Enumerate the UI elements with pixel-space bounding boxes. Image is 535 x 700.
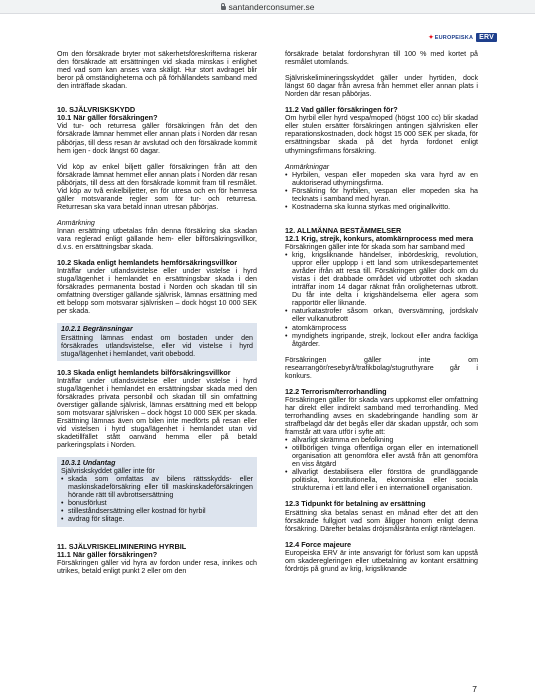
section-10-2-paragraph: Inträffar under utlandsvistelse eller under vistelse i hyrd stuga/lägenhet i hemlandet en ersättningsbar skada i den försäkrades permanenta bostad i Norden och skadan till sin omfattning överstiger gällande självrisk, lämnas ersättning med ett belopp som motsvarar självrisken – dock högst 10 000 SEK per skada. — [57, 267, 257, 316]
list-item: • avdrag för slitage. — [61, 515, 253, 523]
section-12-4-title: 12.4 Force majeure — [285, 539, 352, 549]
note-heading: Anmärkning — [57, 218, 95, 227]
section-12-1-lead: Försäkringen gäller inte för skada som har samband med — [285, 243, 465, 252]
section-12-2-paragraph: Försäkringen gäller för skada vars uppkomst eller omfattning har direkt eller indirekt samband med terrorhandling. Med terrorhandling avses en skadebringande handling som är straffbelagd där det begås eller där skadan uppstår, och som framstår att vara utför i syfte att: — [285, 395, 478, 437]
browser-url-bar[interactable] — [0, 0, 535, 14]
list-item: • skada som omfattas av bilens rättsskydds- eller maskinskadeförsäkring eller till maskinskadeförsäkringen hörande rätt till avbrottsersättning — [61, 475, 253, 499]
list-item: • Försäkring för hyrbilen, vespan eller mopeden ska ha tecknats i samband med hyran. — [285, 187, 478, 203]
list-item: • Kostnaderna ska kunna styrkas med originalkvitto. — [285, 203, 478, 211]
section-10-1-paragraph-2: Vid köp av enkel biljett gäller försäkringen från att den försäkrade lämnat hemmet eller annan plats i Norden där resan påbörjats, till dess att den försäkrade kommit fram till resmålet. Vid köp av två enkelbiljetter, en för utresa och en för hemresa gäller motsvarande regler som för tur- och returresa. Returresan ska vara betald innan utresan påbörjas. — [57, 162, 257, 211]
section-10-1-paragraph-1: Vid tur- och returresa gäller försäkringen från det den försäkrade lämnar hemmet eller annan plats i Norden där resan påbörjas, till dess resan är avslutad och den försäkrade kommit hem igen - dock längst 60 dagar. — [57, 122, 257, 155]
logo-text: EUROPEISKA — [434, 34, 474, 41]
url-text: santanderconsumer.se — [228, 1, 315, 12]
section-10-3-title: 10.3 Skada enligt hemlandets bilförsäkringsvillkor — [57, 367, 231, 377]
right-column — [285, 50, 478, 581]
section-11-1-paragraph: Försäkringen gäller vid hyra av fordon under resa, inrikes och utrikes, betald enligt punkt 2 eller om den — [57, 558, 257, 575]
exceptions-title: 10.3.1 Undantag — [61, 459, 116, 468]
europeiska-erv-logo — [429, 33, 497, 42]
list-item: • Hyrbilen, vespan eller mopeden ska vara hyrd av en auktoriserad uthyrningsfirma. — [285, 171, 478, 187]
list-item: • stilleståndsersättning eller kostnad för hyrbil — [61, 507, 253, 515]
section-12-2-list — [285, 436, 478, 492]
list-item: • krig, krigsliknande händelser, inbördeskrig, revolution, uppror eller upplopp i ett land som utrikesdepartementet avråder ifrån att resa till. Försäkringen gäller dock om du vistas i det drabbade området vid utbrottet och skadan inträffar inom 14 dagar räknat från oroligheternas utbrott. Du får inte delta i krigshändelserna eller agera som rapportör eller liknande. — [285, 251, 478, 307]
continued-paragraph: försäkrade betalat fordonshyran till 100 % med kortet på resmålet utomlands. — [285, 50, 478, 67]
limitations-box — [57, 323, 257, 360]
elimination-paragraph: Självriskelimineringsskyddet gäller under hyrtiden, dock längst 60 dagar från avresa från hemmet eller annan plats i Norden där resan påbörjas. — [285, 74, 478, 99]
section-11-title: 11. SJÄLVRISKELIMINERING HYRBIL — [57, 541, 187, 551]
section-12-1-title: 12.1 Krig, strejk, konkurs, atomkärnprocess med mera — [285, 233, 474, 243]
section-12-4-paragraph: Europeiska ERV är inte ansvarigt för förlust som kan uppstå om skaderegleringen eller utbetalning av kontant ersättning fördröjs på grund av krig, krigsliknande — [285, 548, 478, 573]
star-icon: ✦ — [428, 35, 434, 41]
intro-paragraph: Om den försäkrade bryter mot säkerhetsföreskrifterna riskerar den försäkrade att ersättningen vid skada minskas i enlighet med vad som kan anses vara skäligt. Hur stort avdraget blir beror på omständigheterna och på förhållandets samband med den inträffade skadan. — [57, 50, 257, 91]
list-item: • atomkärnprocess — [285, 324, 478, 332]
list-item: • bonusförlust — [61, 499, 253, 507]
section-12-3-title: 12.3 Tidpunkt för betalning av ersättning — [285, 499, 426, 509]
lock-icon — [221, 6, 226, 10]
logo-mark: ERV — [476, 33, 497, 42]
list-item: • otillbörligen tvinga offentliga organ eller en internationell organisation att genomföra eller avstå från att genomföra en viss åtgärd — [285, 444, 478, 468]
left-column — [57, 50, 257, 583]
remarks-list — [285, 171, 478, 211]
list-item: • myndighets ingripande, strejk, lockout eller andra fackliga åtgärder. — [285, 332, 478, 348]
exceptions-list — [61, 475, 253, 523]
section-12-1-paragraph-2: Försäkringen gäller inte om researrangör/resebyrå/trafikbolag/stugruthyrare går i konkurs. — [285, 355, 478, 380]
section-11-2-title: 11.2 Vad gäller försäkringen för? — [285, 105, 398, 115]
list-item: • allvarligt destabilisera eller förstöra de grundläggande politiska, konstitutionella, ekonomiska eller sociala strukturerna i ett land eller i en internationell organisation. — [285, 468, 478, 492]
note-paragraph: Innan ersättning utbetalas från denna försäkring ska skadan vara reglerad enligt gällande hem- eller bilförsäkringsvillkor, d.v.s. en ersättningsbar skada. — [57, 226, 257, 252]
section-12-2-title: 12.2 Terrorism/terrorhandling — [285, 386, 387, 396]
section-11-1-title: 11.1 När gäller försäkringen? — [57, 549, 158, 559]
section-12-3-paragraph: Ersättning ska betalas senast en månad efter det att den försäkrade fullgjort vad som åligger honom enligt denna försäkring. Därefter betalas dröjsmålsränta enligt räntelagen. — [285, 508, 478, 533]
page-number: 7 — [472, 684, 477, 694]
section-12-title: 12. ALLMÄNNA BESTÄMMELSER — [285, 225, 402, 235]
section-12-1-list — [285, 251, 478, 348]
section-10-title: 10. SJÄLVRISKSKYDD — [57, 105, 136, 115]
list-item: • allvarligt skrämma en befolkning — [285, 436, 478, 444]
section-11-2-paragraph: Om hyrbil eller hyrd vespa/moped (högst 100 cc) blir skadad eller stulen ersätter försäkringen antingen självrisken eller reparationskostnaden, dock högst 15 000 SEK per skada, för ersättningsbar skada på det hyrda fordonet enligt uthyrningsfirmans försäkring. — [285, 114, 478, 155]
section-10-2-title: 10.2 Skada enligt hemlandets hemförsäkringsvillkor — [57, 258, 238, 268]
remarks-heading: Anmärkningar — [285, 162, 330, 171]
list-item: • naturkatastrofer såsom orkan, översvämning, jordskalv eller vulkanutbrott — [285, 307, 478, 323]
limitations-title: 10.2.1 Begränsningar — [61, 325, 133, 334]
section-10-1-title: 10.1 När gäller försäkringen? — [57, 113, 158, 123]
limitations-paragraph: Ersättning lämnas endast om bostaden under den försäkrades utlandsvistelse, eller vid vistelse i hyrd stuga/lägenhet i hemlandet, varit obebodd. — [61, 333, 253, 358]
exceptions-lead: Självriskskyddet gäller inte för — [61, 467, 155, 476]
exceptions-box — [57, 457, 257, 526]
section-10-3-paragraph: Inträffar under utlandsvistelse eller under vistelse i hyrd stuga/lägenhet i hemlandet en ersättningsbar skada med den försäkrades privata personbil och skadan till sin omfattning överstiger gällande självrisk, lämnas ersättning med ett belopp som motsvarar självrisken – dock högst 10 000 SEK per skada. Ersättning lämnas även om bilen inte medförts på resan eller vid vistelsen i hyrd stuga/lägenhet i hemlandet utan vid skadetillfället stått oanvänd hemma eller på betald parkeringsplats i Norden. — [57, 376, 257, 450]
